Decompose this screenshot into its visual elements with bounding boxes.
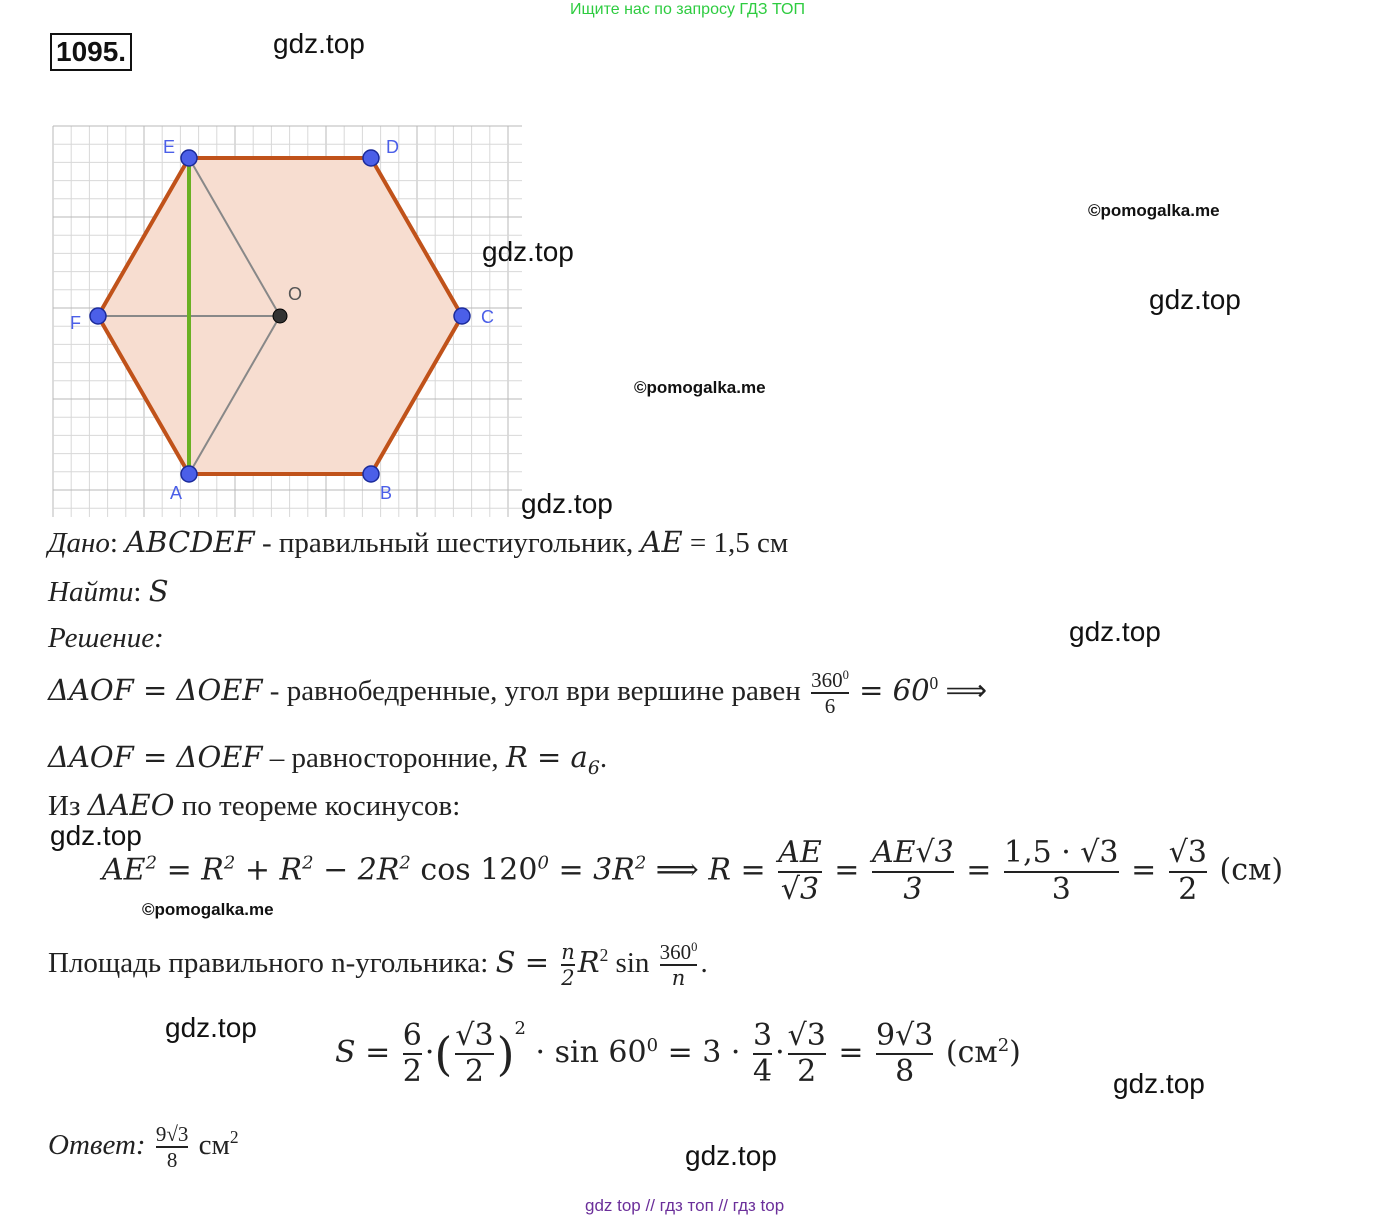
step3-line: Из ΔAEO по теореме косинусов: bbox=[48, 788, 461, 822]
watermark-pomogalka: ©pomogalka.me bbox=[1088, 201, 1220, 220]
answer-line: Ответ: $\frac{9√3}{8}$ $см^2$ bbox=[48, 1122, 239, 1173]
watermark-pomogalka: ©pomogalka.me bbox=[634, 378, 766, 397]
vertex-c bbox=[454, 308, 470, 324]
label-f: F bbox=[70, 313, 81, 333]
solution-label: Решение: bbox=[48, 622, 164, 654]
label-e: E bbox=[163, 137, 176, 157]
vertex-b bbox=[363, 466, 379, 482]
problem-number: 1095. bbox=[50, 33, 132, 71]
label-c: C bbox=[481, 307, 494, 327]
label-o: O bbox=[288, 284, 303, 304]
step2-line: ΔAOF = ΔOEF – равносторонние, $R = a_6$. bbox=[48, 740, 608, 779]
footer-links[interactable]: gdz top // гдз топ // гдз top bbox=[585, 1196, 785, 1215]
watermark-gdz: gdz.top bbox=[165, 1012, 257, 1043]
watermark-gdz: gdz.top bbox=[482, 236, 574, 267]
watermark-gdz: gdz.top bbox=[1069, 616, 1161, 647]
given-line: Дано: ABCDEF - правильный шестиугольник, AE = 1,5 см bbox=[48, 525, 789, 559]
top-banner: Ищите нас по запросу ГДЗ ТОП bbox=[570, 1, 805, 18]
watermark-gdz: gdz.top bbox=[50, 820, 142, 851]
watermark-gdz: gdz.top bbox=[685, 1140, 777, 1171]
area-formula-line: Площадь правильного n-угольника: S = $\frac{n}{2}$ $R^2$ sin $\frac{360^0}{n}$ . bbox=[48, 940, 708, 991]
watermark-gdz: gdz.top bbox=[1113, 1068, 1205, 1099]
fraction-360-6: $\frac{360^0}{6}$ bbox=[811, 668, 849, 719]
watermark-pomogalka: ©pomogalka.me bbox=[142, 900, 274, 919]
label-d: D bbox=[386, 137, 399, 157]
watermark-gdz: gdz.top bbox=[273, 28, 365, 59]
step1-line: ΔAOF = ΔOEF - равнобедренные, угол ври вершине равен $\frac{360^0}{6}$ = $60^0$ ⟹ bbox=[48, 668, 988, 719]
cosine-formula: $AE^2 = R^2 + R^2 - 2R^2$ $\cos 120^0 = 3R^2$ ⟹ R = $\frac{AE}{√3}$ = $\frac{AE√3}{3}$ = $\frac{1,5 \cdot √3}{3}$ = $\frac{√3}{2}$ (см) bbox=[102, 835, 1284, 907]
label-b: B bbox=[380, 483, 393, 503]
label-a: A bbox=[170, 483, 183, 503]
area-calculation: S = $\frac{6}{2}$ ·( $\frac{√3}{2}$ )$^2 \cdot \sin 60^0 = 3$ · $\frac{3}{4}$ · $\frac{√3}{2}$ = $\frac{9√3}{8}$ $(см^2)$ bbox=[335, 1017, 1021, 1089]
find-line: Найти: S bbox=[48, 574, 169, 608]
vertex-f bbox=[90, 308, 106, 324]
vertex-a bbox=[181, 466, 197, 482]
vertex-d bbox=[363, 150, 379, 166]
watermark-gdz: gdz.top bbox=[1149, 284, 1241, 315]
vertex-e bbox=[181, 150, 197, 166]
center-o bbox=[273, 309, 287, 323]
watermark-gdz: gdz.top bbox=[521, 488, 613, 519]
hexagon-figure bbox=[50, 122, 530, 522]
